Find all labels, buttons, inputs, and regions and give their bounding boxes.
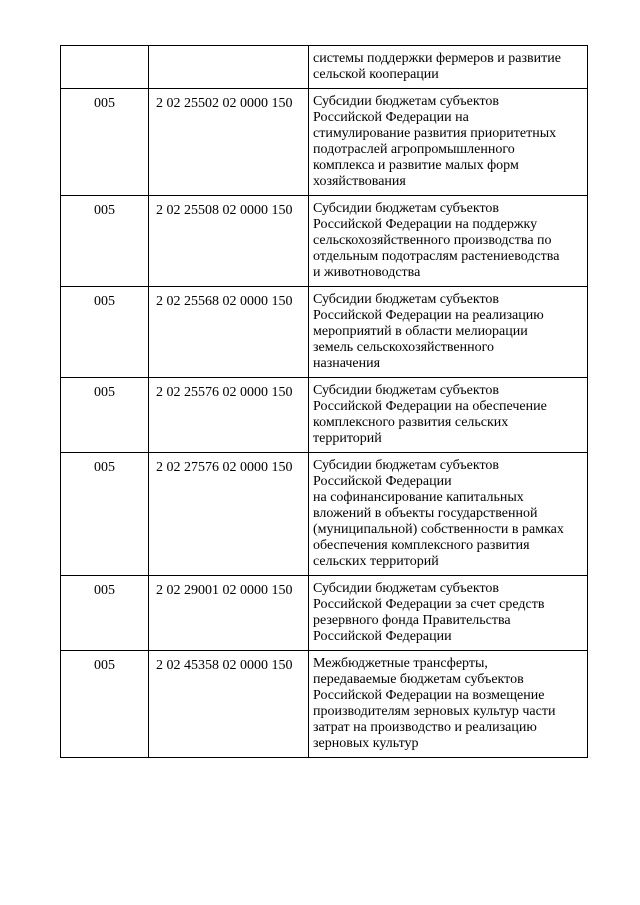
revenue-name-line: Российской Федерации на обеспечение (313, 399, 547, 414)
revenue-name-line: передаваемые бюджетам субъектов (313, 672, 524, 687)
budget-code-cell: 2 02 25502 02 0000 150 (149, 89, 309, 196)
revenue-name-line: сельской кооперации (313, 67, 439, 82)
revenue-name-line: Субсидии бюджетам субъектов (313, 292, 500, 307)
budget-code-cell: 2 02 27576 02 0000 150 (149, 453, 309, 576)
table-row (61, 196, 588, 287)
revenue-name-line: отдельным подотраслям растениеводства (313, 249, 560, 264)
revenue-name-line: мероприятий в области мелиорации (313, 324, 528, 339)
revenue-name-line: территорий (313, 431, 382, 446)
revenue-name-line: Субсидии бюджетам субъектов (313, 458, 500, 473)
table-row (61, 89, 588, 196)
admin-code-cell: 005 (61, 453, 149, 576)
revenue-name-line: (муниципальной) собственности в рамках (313, 522, 564, 537)
table-row (61, 651, 588, 758)
revenue-name-line: земель сельскохозяйственного (313, 340, 494, 355)
revenue-name-line: подотраслей агропромышленного (313, 142, 515, 157)
admin-code-cell: 005 (61, 287, 149, 378)
revenue-name-cell (309, 196, 588, 287)
revenue-name-line: Российской Федерации на возмещение (313, 688, 545, 703)
revenue-name-line: зерновых культур (313, 736, 419, 751)
revenue-name-line: производителям зерновых культур части (313, 704, 556, 719)
revenue-name-line: сельских территорий (313, 554, 439, 569)
table-row (61, 453, 588, 576)
budget-code-cell: 2 02 25576 02 0000 150 (149, 378, 309, 453)
revenue-name-line: Субсидии бюджетам субъектов (313, 94, 500, 109)
budget-codes-table (60, 45, 588, 758)
admin-code-cell: 005 (61, 196, 149, 287)
revenue-name-line: и животноводства (313, 265, 421, 280)
admin-code-cell: 005 (61, 651, 149, 758)
revenue-name-cell (309, 378, 588, 453)
revenue-name-line: стимулирование развития приоритетных (313, 126, 557, 141)
revenue-name-line: Межбюджетные трансферты, (313, 656, 488, 671)
table-row (61, 378, 588, 453)
revenue-name-line: затрат на производство и реализацию (313, 720, 537, 735)
revenue-name-line: назначения (313, 356, 381, 371)
budget-code-cell: 2 02 25568 02 0000 150 (149, 287, 309, 378)
revenue-name-cell (309, 453, 588, 576)
revenue-name-cell (309, 46, 588, 89)
revenue-name-line: Субсидии бюджетам субъектов (313, 581, 500, 596)
revenue-name-line: Российской Федерации (313, 474, 452, 489)
revenue-name-line: комплекса и развитие малых форм (313, 158, 519, 173)
revenue-name-line: комплексного развития сельских (313, 415, 509, 430)
budget-code-cell (149, 46, 309, 89)
budget-code-cell: 2 02 45358 02 0000 150 (149, 651, 309, 758)
revenue-name-cell (309, 89, 588, 196)
revenue-name-line: Российской Федерации на поддержку (313, 217, 538, 232)
revenue-name-line: Российской Федерации за счет средств (313, 597, 545, 612)
revenue-name-line: Субсидии бюджетам субъектов (313, 201, 500, 216)
revenue-name-line: на софинансирование капитальных (313, 490, 524, 505)
revenue-name-line: Российской Федерации на реализацию (313, 308, 544, 323)
admin-code-cell: 005 (61, 576, 149, 651)
revenue-name-line: вложений в объекты государственной (313, 506, 538, 521)
revenue-name-line: Субсидии бюджетам субъектов (313, 383, 500, 398)
revenue-name-line: резервного фонда Правительства (313, 613, 511, 628)
budget-code-cell: 2 02 29001 02 0000 150 (149, 576, 309, 651)
admin-code-cell (61, 46, 149, 89)
revenue-name-line: Российской Федерации на (313, 110, 469, 125)
table-row (61, 287, 588, 378)
revenue-name-line: обеспечения комплексного развития (313, 538, 530, 553)
admin-code-cell: 005 (61, 89, 149, 196)
revenue-name-line: хозяйствования (313, 174, 406, 189)
table-body (61, 46, 588, 758)
admin-code-cell: 005 (61, 378, 149, 453)
revenue-name-line: Российской Федерации (313, 629, 452, 644)
table-row (61, 46, 588, 89)
budget-code-cell: 2 02 25508 02 0000 150 (149, 196, 309, 287)
revenue-name-cell (309, 651, 588, 758)
revenue-name-line: системы поддержки фермеров и развитие (313, 51, 561, 66)
revenue-name-cell (309, 287, 588, 378)
revenue-name-cell (309, 576, 588, 651)
revenue-name-line: сельскохозяйственного производства по (313, 233, 552, 248)
table-row (61, 576, 588, 651)
